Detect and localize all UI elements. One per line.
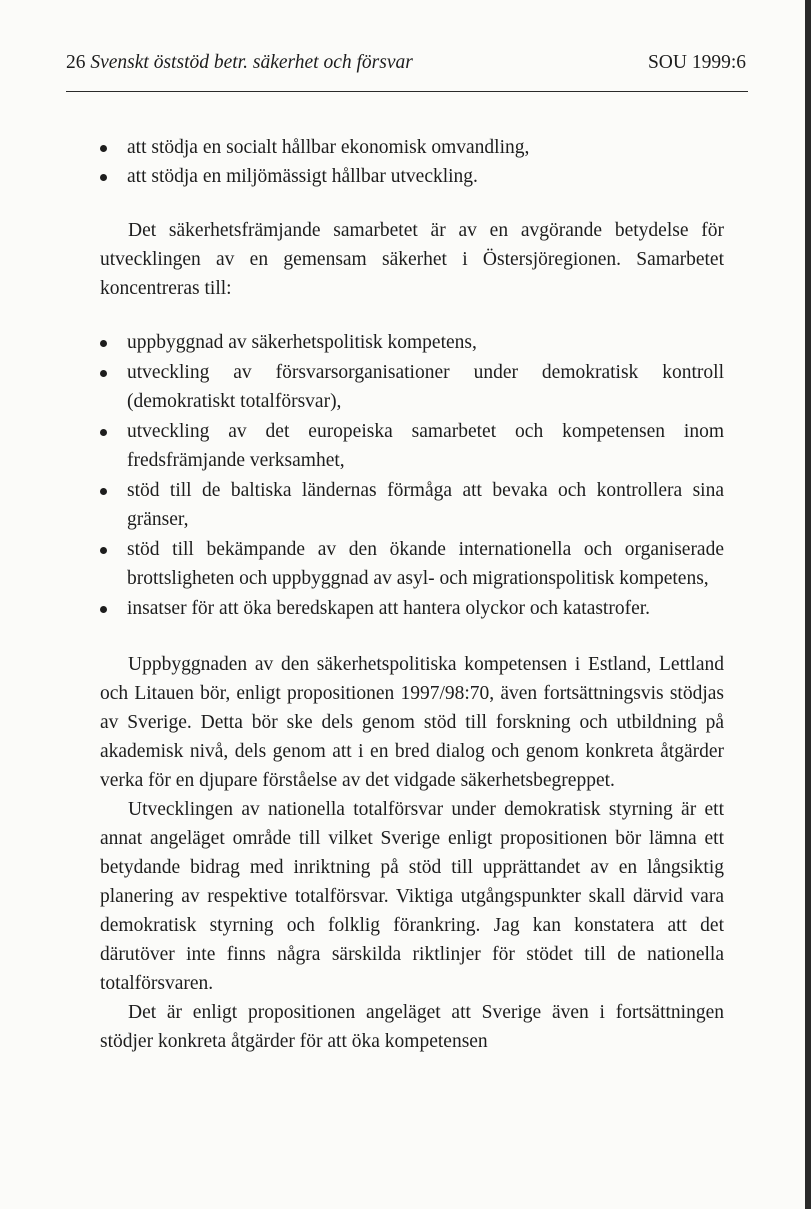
list-item: att stödja en miljömässigt hållbar utveckling. [100,162,724,191]
paragraph: Utvecklingen av nationella totalförsvar under demokratisk styrning är ett annat angeläget område till vilket Sverige enligt propositionen bör lämna ett betydande bidrag med inriktning på stöd till upprättandet av en långsiktig planering av respektive totalförsvar. Viktiga utgångspunkter skall därvid vara demokratisk styrning och folklig förankring. Jag kan konstatera att det därutöver inte finns några särskilda riktlinjer för stödet till de nationella totalförsvaren. [100,799,724,994]
list-item: att stödja en socialt hållbar ekonomisk omvandling, [100,133,724,162]
bullet-list-cooperation [100,328,724,623]
page-number: 26 [66,52,86,73]
series-number: SOU 1999:6 [647,52,746,73]
list-item: stöd till bekämpande av den ökande internationella och organiserade brottsligheten och uppbyggnad av asyl- och migrationspolitisk kompetens, [100,535,724,593]
list-item: uppbyggnad av säkerhetspolitisk kompetens, [100,328,724,357]
list-item: insatser för att öka beredskapen att hantera olyckor och katastrofer. [100,594,724,623]
bullet-list-goals [100,133,724,191]
list-item: utveckling av försvarsorganisationer under demokratisk kontroll (demokratiskt totalförsvar), [100,358,724,416]
header-rule [66,91,748,92]
page-edge-shadow [805,0,811,1209]
paragraph: Det är enligt propositionen angeläget att Sverige även i fortsättningen stödjer konkreta åtgärder för att öka kompetensen [100,1002,724,1052]
list-item: utveckling av det europeiska samarbetet och kompetensen inom fredsfrämjande verksamhet, [100,417,724,475]
running-title: Svenskt öststöd betr. säkerhet och försvar [90,52,413,73]
header-left [66,50,413,76]
running-header [66,50,746,80]
list-item: stöd till de baltiska ländernas förmåga att bevaka och kontrollera sina gränser, [100,476,724,534]
paragraph: Det säkerhetsfrämjande samarbetet är av en avgörande betydelse för utvecklingen av en gemensam säkerhet i Östersjöregionen. Samarbetet koncentreras till: [100,220,724,299]
body-text [100,133,724,1056]
paragraph: Uppbyggnaden av den säkerhetspolitiska kompetensen i Estland, Lettland och Litauen bör, enligt propositionen 1997/98:70, även fortsättningsvis stödjas av Sverige. Detta bör ske dels genom stöd till forskning och utbildning på akademisk nivå, dels genom att i en bred dialog och genom konkreta åtgärder verka för en djupare förståelse av det vidgade säkerhetsbegreppet. [100,654,724,791]
